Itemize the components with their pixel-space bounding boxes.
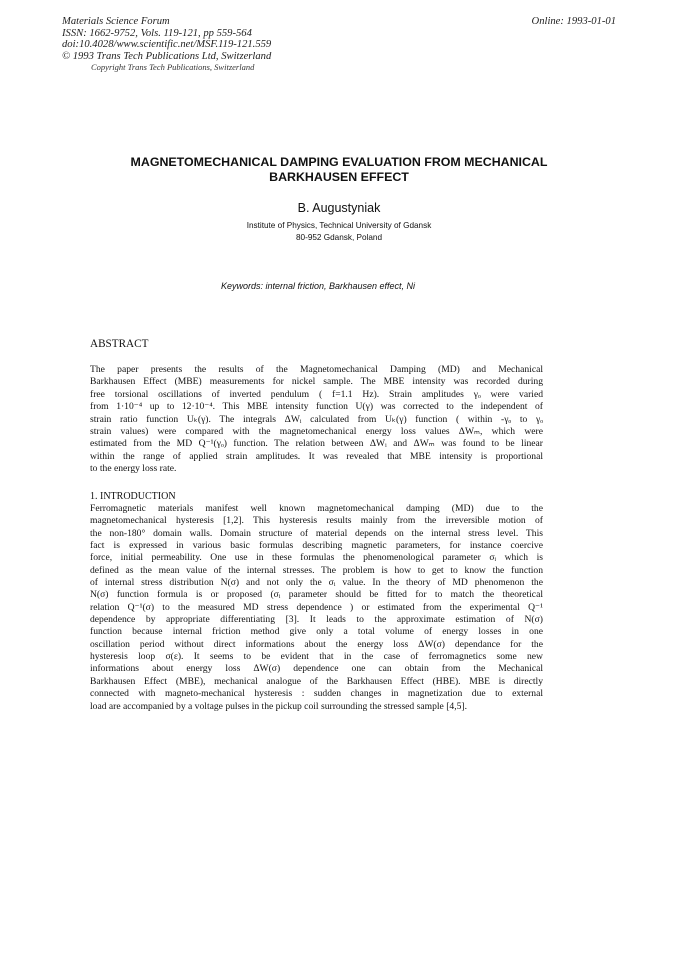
keywords: Keywords: internal friction, Barkhausen effect, Ni <box>220 281 416 291</box>
introduction-line: relation Q⁻¹(σ) to the measured MD stress dependence ) or estimated from the experimental Q⁻¹ <box>90 601 543 613</box>
introduction-line: connected with magneto-mechanical hysteresis : sudden changes in magnetization due to external <box>90 688 543 700</box>
introduction-line: load are accompanied by a voltage pulses in the pickup coil surrounding the stressed sample [4,5]. <box>90 700 467 712</box>
abstract-line: from 1·10⁻⁴ up to 12·10⁻⁴. This MBE intensity function U(γ) was corrected to the independent of <box>90 401 543 413</box>
paper-title <box>80 155 598 185</box>
abstract-line: within the range of applied strain amplitudes. It was revealed that MBE intensity is proportional <box>90 450 543 462</box>
introduction-line: oscillation period without direct informations about the energy loss ΔW(σ) dependance for the <box>90 638 543 650</box>
introduction-body <box>90 503 543 713</box>
introduction-line: dependence by appropriate differentiating [3]. It leads to the approximate estimation of N(σ) <box>90 614 543 626</box>
abstract-line: The paper presents the results of the Magnetomechanical Damping (MD) and Mechanical <box>90 364 543 375</box>
introduction-line: the non-180° domain walls. Domain structure of material depends on the internal stress level. This <box>90 527 543 539</box>
title-line-1: MAGNETOMECHANICAL DAMPING EVALUATION FROM MECHANICAL <box>130 155 548 169</box>
doi-line: doi:10.4028/www.scientific.net/MSF.119-121.559 <box>62 39 272 51</box>
issn-line: ISSN: 1662-9752, Vols. 119-121, pp 559-564 <box>62 27 252 39</box>
abstract-line: to the energy loss rate. <box>90 463 177 475</box>
online-date: Online: 1993-01-01 <box>531 16 616 27</box>
introduction-line: N(σ) function formula is or proposed (σᵢ parameter should be fitted for to match the theoretical <box>90 589 543 601</box>
introduction-line: Ferromagnetic materials manifest well known magnetomechanical damping (MD) due to the <box>90 503 543 514</box>
introduction-line: hysteresis loop σ(ε). It seems to be evident that in the case of ferromagnetics some new <box>90 651 543 663</box>
introduction-heading: 1. INTRODUCTION <box>90 491 176 502</box>
introduction-line: informations about energy loss ΔW(σ) dependence one can obtain from the Mechanical <box>90 663 543 675</box>
abstract-line: strain ratio function Uₖ(γ). The integrals ΔWᵢ calculated from Uₖ(γ) function ( within -γₒ to γₒ <box>90 413 543 425</box>
abstract-line: free torsional oscillations of inverted pendulum ( f=1.1 Hz). Strain amplitudes γₒ were varied <box>90 388 543 400</box>
title-line-2: BARKHAUSEN EFFECT <box>269 170 409 184</box>
abstract-line: estimated from the MD Q⁻¹(γₒ) function. The relation between ΔWᵢ and ΔWₘ was found to be linear <box>90 438 543 450</box>
abstract-heading: ABSTRACT <box>90 338 149 350</box>
abstract-line: Barkhausen Effect (MBE) measurements for nickel sample. The MBE intensity was recorded during <box>90 376 543 388</box>
introduction-line: function because internal friction method give only a total volume of energy losses in one <box>90 626 543 638</box>
affiliation-line-2: 80-952 Gdansk, Poland <box>295 232 383 242</box>
abstract-body <box>90 364 543 476</box>
introduction-line: fact is expressed in various basic formulas describing magnetic parameters, for instance coercive <box>90 540 543 552</box>
abstract-line: strain values) were compared with the magnetomechanical energy loss values ΔWₘ, which were <box>90 426 543 438</box>
affiliation-line-1: Institute of Physics, Technical University of Gdansk <box>246 221 432 230</box>
author-name: B. Augustyniak <box>297 201 381 215</box>
copyright-stamp: Copyright Trans Tech Publications, Switzerland <box>91 62 255 72</box>
introduction-line: of internal stress distribution N(σ) and not only the σᵢ value. In the theory of MD phenomenon the <box>90 577 543 589</box>
introduction-line: force, initial permeability. One use in these formulas the phenomenological parameter σᵢ which is <box>90 552 543 564</box>
introduction-line: Barkhausen Effect (MBE), mechanical analogue of the Barkhausen Effect (HBE). MBE is directly <box>90 675 543 687</box>
publisher-line: © 1993 Trans Tech Publications Ltd, Switzerland <box>62 50 272 62</box>
introduction-line: magnetomechanical hysteresis [1,2]. This hysteresis results mainly from the irreversible motion of <box>90 515 543 527</box>
introduction-line: defined as the mean value of the internal stresses. The problem is how to get to know the function <box>90 564 543 576</box>
journal-name: Materials Science Forum <box>62 16 170 27</box>
affiliation <box>0 220 678 243</box>
